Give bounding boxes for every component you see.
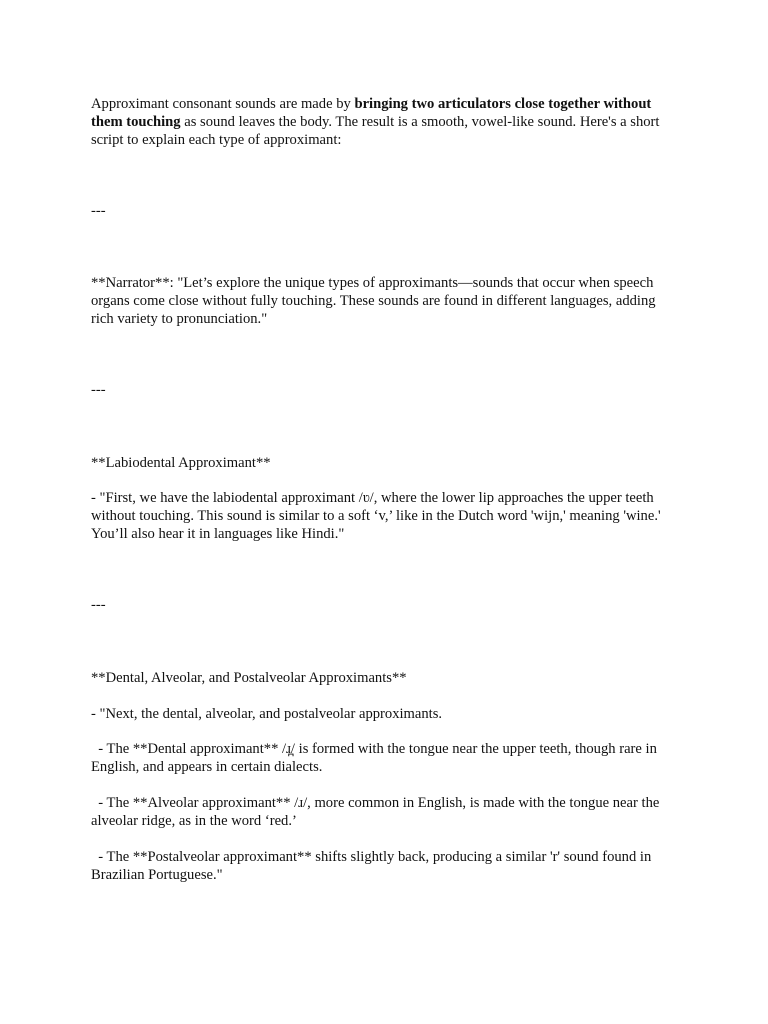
- dap-heading: **Dental, Alveolar, and Postalveolar Approximants**: [91, 670, 407, 686]
- intro-text-end: as sound leaves the body. The result is a smooth, vowel-like sound. Here's a short script to explain each type of approximant:: [91, 114, 660, 149]
- intro-text-start: Approximant consonant sounds are made by: [91, 96, 355, 112]
- labiodental-heading: **Labiodental Approximant**: [91, 455, 271, 471]
- separator-1: ---: [91, 203, 106, 219]
- separator-3: ---: [91, 597, 106, 613]
- narrator-paragraph: **Narrator**: "Let’s explore the unique types of approximants—sounds that occur when speech organs come close without fully touching. These sounds are found in different languages, adding rich variety to pronunciation.": [91, 275, 656, 328]
- alveolar-paragraph: - The **Alveolar approximant** /ɹ/, more common in English, is made with the tongue near the alveolar ridge, as in the word ‘red.’: [91, 795, 664, 830]
- postalveolar-paragraph: - The **Postalveolar approximant** shifts slightly back, producing a similar 'r' sound found in Brazilian Portuguese.": [91, 849, 655, 884]
- intro-bold-text: bringing two articulators close together without them touching: [91, 96, 652, 131]
- dap-intro: - "Next, the dental, alveolar, and postalveolar approximants.: [91, 706, 443, 722]
- labiodental-paragraph: - "First, we have the labiodental approximant /ʋ/, where the lower lip approaches the upper teeth without touching. This sound is similar to a soft ‘v,’ like in the Dutch word 'wijn,' meaning 'wine.' You’ll also hear it in languages like Hindi.": [91, 490, 661, 543]
- separator-2: ---: [91, 382, 106, 398]
- intro-paragraph: [91, 95, 681, 150]
- dental-paragraph: - The **Dental approximant** /ɹ̪/ is formed with the tongue near the upper teeth, though rare in English, and appears in certain dialects.: [91, 741, 661, 776]
